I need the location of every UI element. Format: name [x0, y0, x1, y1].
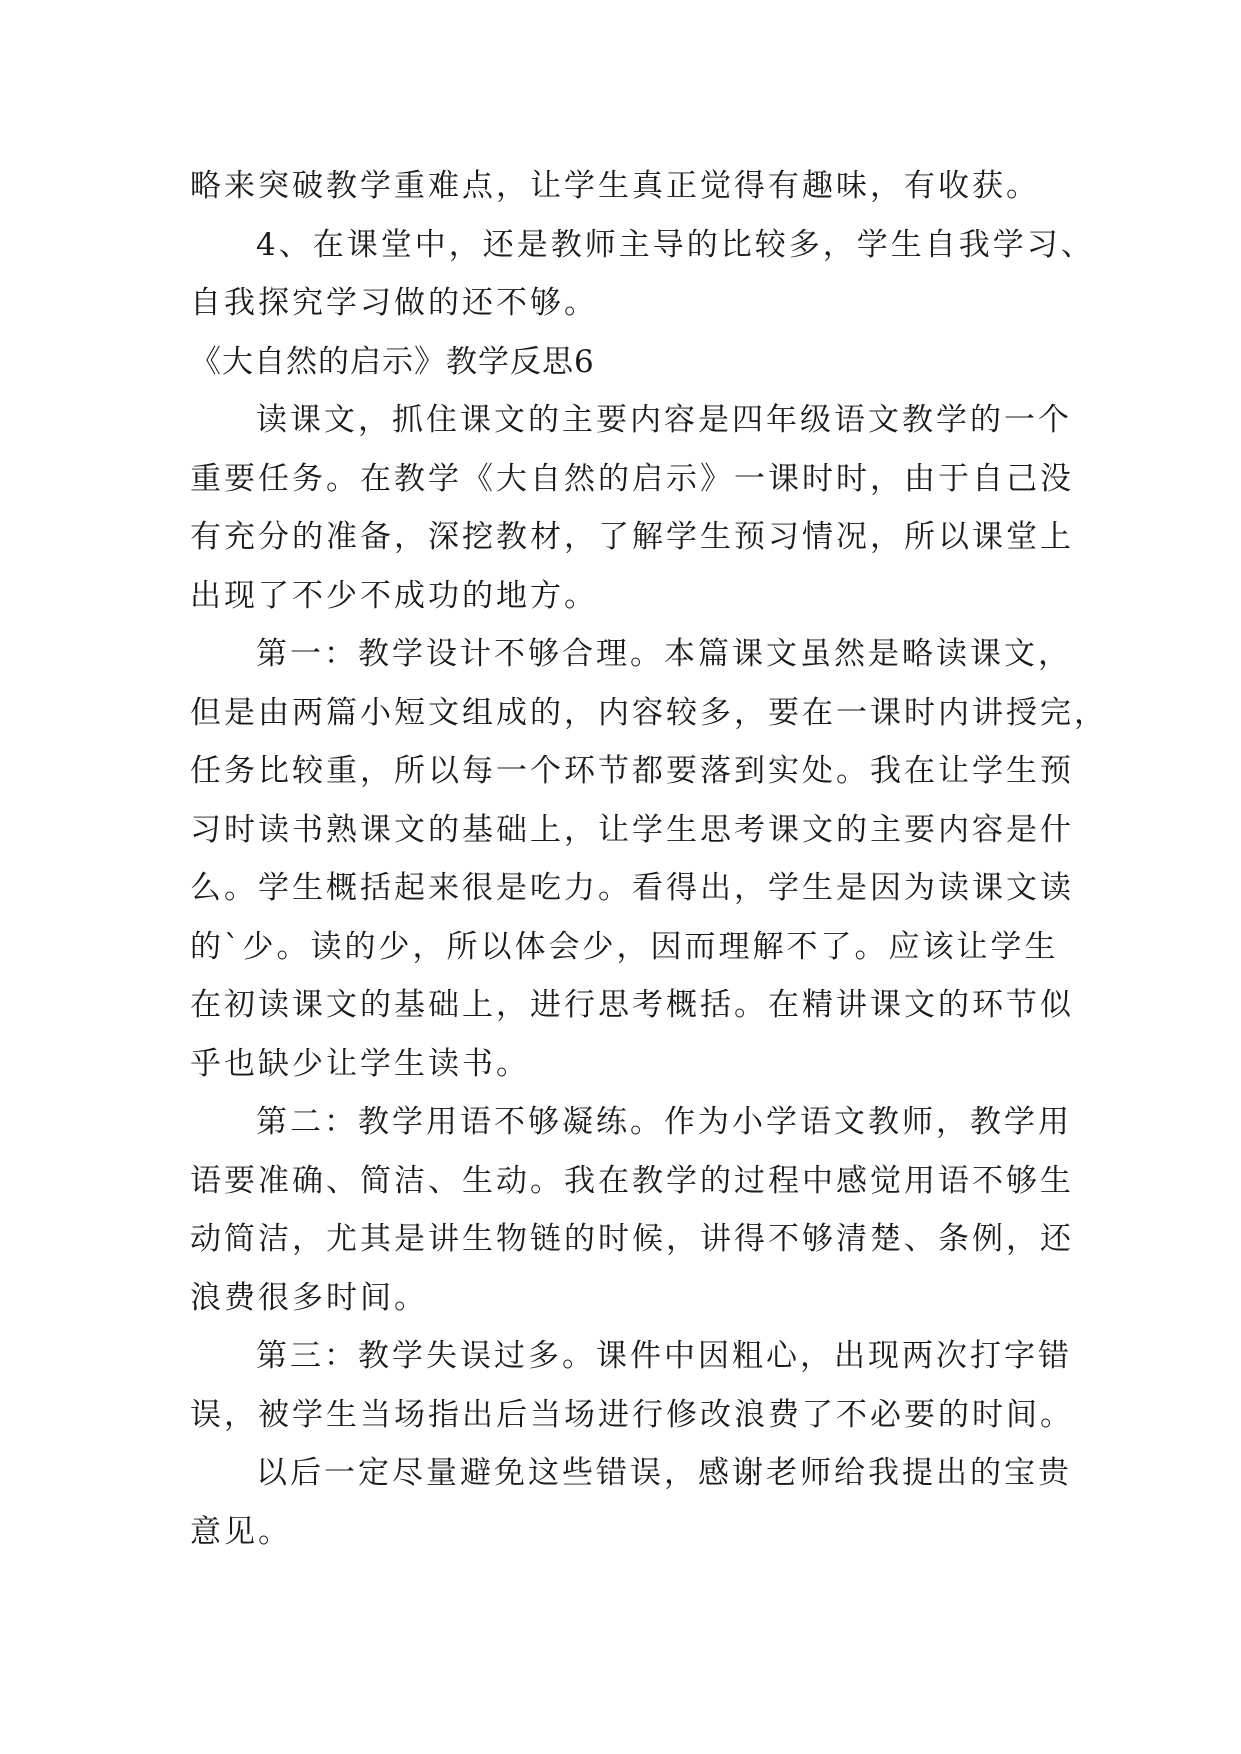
text-line: 以后一定尽量避免这些错误，感谢老师给我提出的宝贵: [256, 1455, 1072, 1491]
text-line: 任务比较重，所以每一个环节都要落到实处。我在让学生预: [190, 753, 1074, 789]
text-line: 在初读课文的基础上，进行思考概括。在精讲课文的环节似: [190, 987, 1074, 1023]
text-line: 语要准确、简洁、生动。我在教学的过程中感觉用语不够生: [190, 1163, 1074, 1199]
text-line: 意见。: [190, 1514, 292, 1550]
text-line: 动简洁，尤其是讲生物链的时候，讲得不够清楚、条例，还: [190, 1221, 1074, 1257]
text-line: 4、在课堂中，还是教师主导的比较多，学生自我学习、: [256, 227, 1095, 263]
text-line: 习时读书熟课文的基础上，让学生思考课文的主要内容是什: [190, 812, 1074, 848]
text-line: 略来突破教学重难点，让学生真正觉得有趣味，有收获。: [190, 168, 1040, 204]
text-line: 第一：教学设计不够合理。本篇课文虽然是略读课文，: [256, 636, 1072, 672]
section-heading: 《大自然的启示》教学反思6: [190, 344, 595, 380]
text-line: 么。学生概括起来很是吃力。看得出，学生是因为读课文读: [190, 870, 1074, 906]
text-line: 第三：教学失误过多。课件中因粗心，出现两次打字错: [256, 1338, 1072, 1374]
text-line: 第二：教学用语不够凝练。作为小学语文教师，教学用: [256, 1104, 1072, 1140]
text-line: 有充分的准备，深挖教材，了解学生预习情况，所以课堂上: [190, 519, 1074, 555]
text-line: 乎也缺少让学生读书。: [190, 1046, 530, 1082]
text-line: 重要任务。在教学《大自然的启示》一课时时，由于自己没: [190, 461, 1074, 497]
text-line: 读课文，抓住课文的主要内容是四年级语文教学的一个: [256, 402, 1072, 438]
text-line: 但是由两篇小短文组成的，内容较多，要在一课时内讲授完，: [190, 695, 1108, 731]
text-line: 自我探究学习做的还不够。: [190, 285, 598, 321]
text-line: 误，被学生当场指出后当场进行修改浪费了不必要的时间。: [190, 1397, 1074, 1433]
text-line: 浪费很多时间。: [190, 1280, 428, 1316]
text-line: 出现了不少不成功的地方。: [190, 578, 598, 614]
text-line: 的`少。读的少，所以体会少，因而理解不了。应该让学生: [190, 929, 1059, 965]
